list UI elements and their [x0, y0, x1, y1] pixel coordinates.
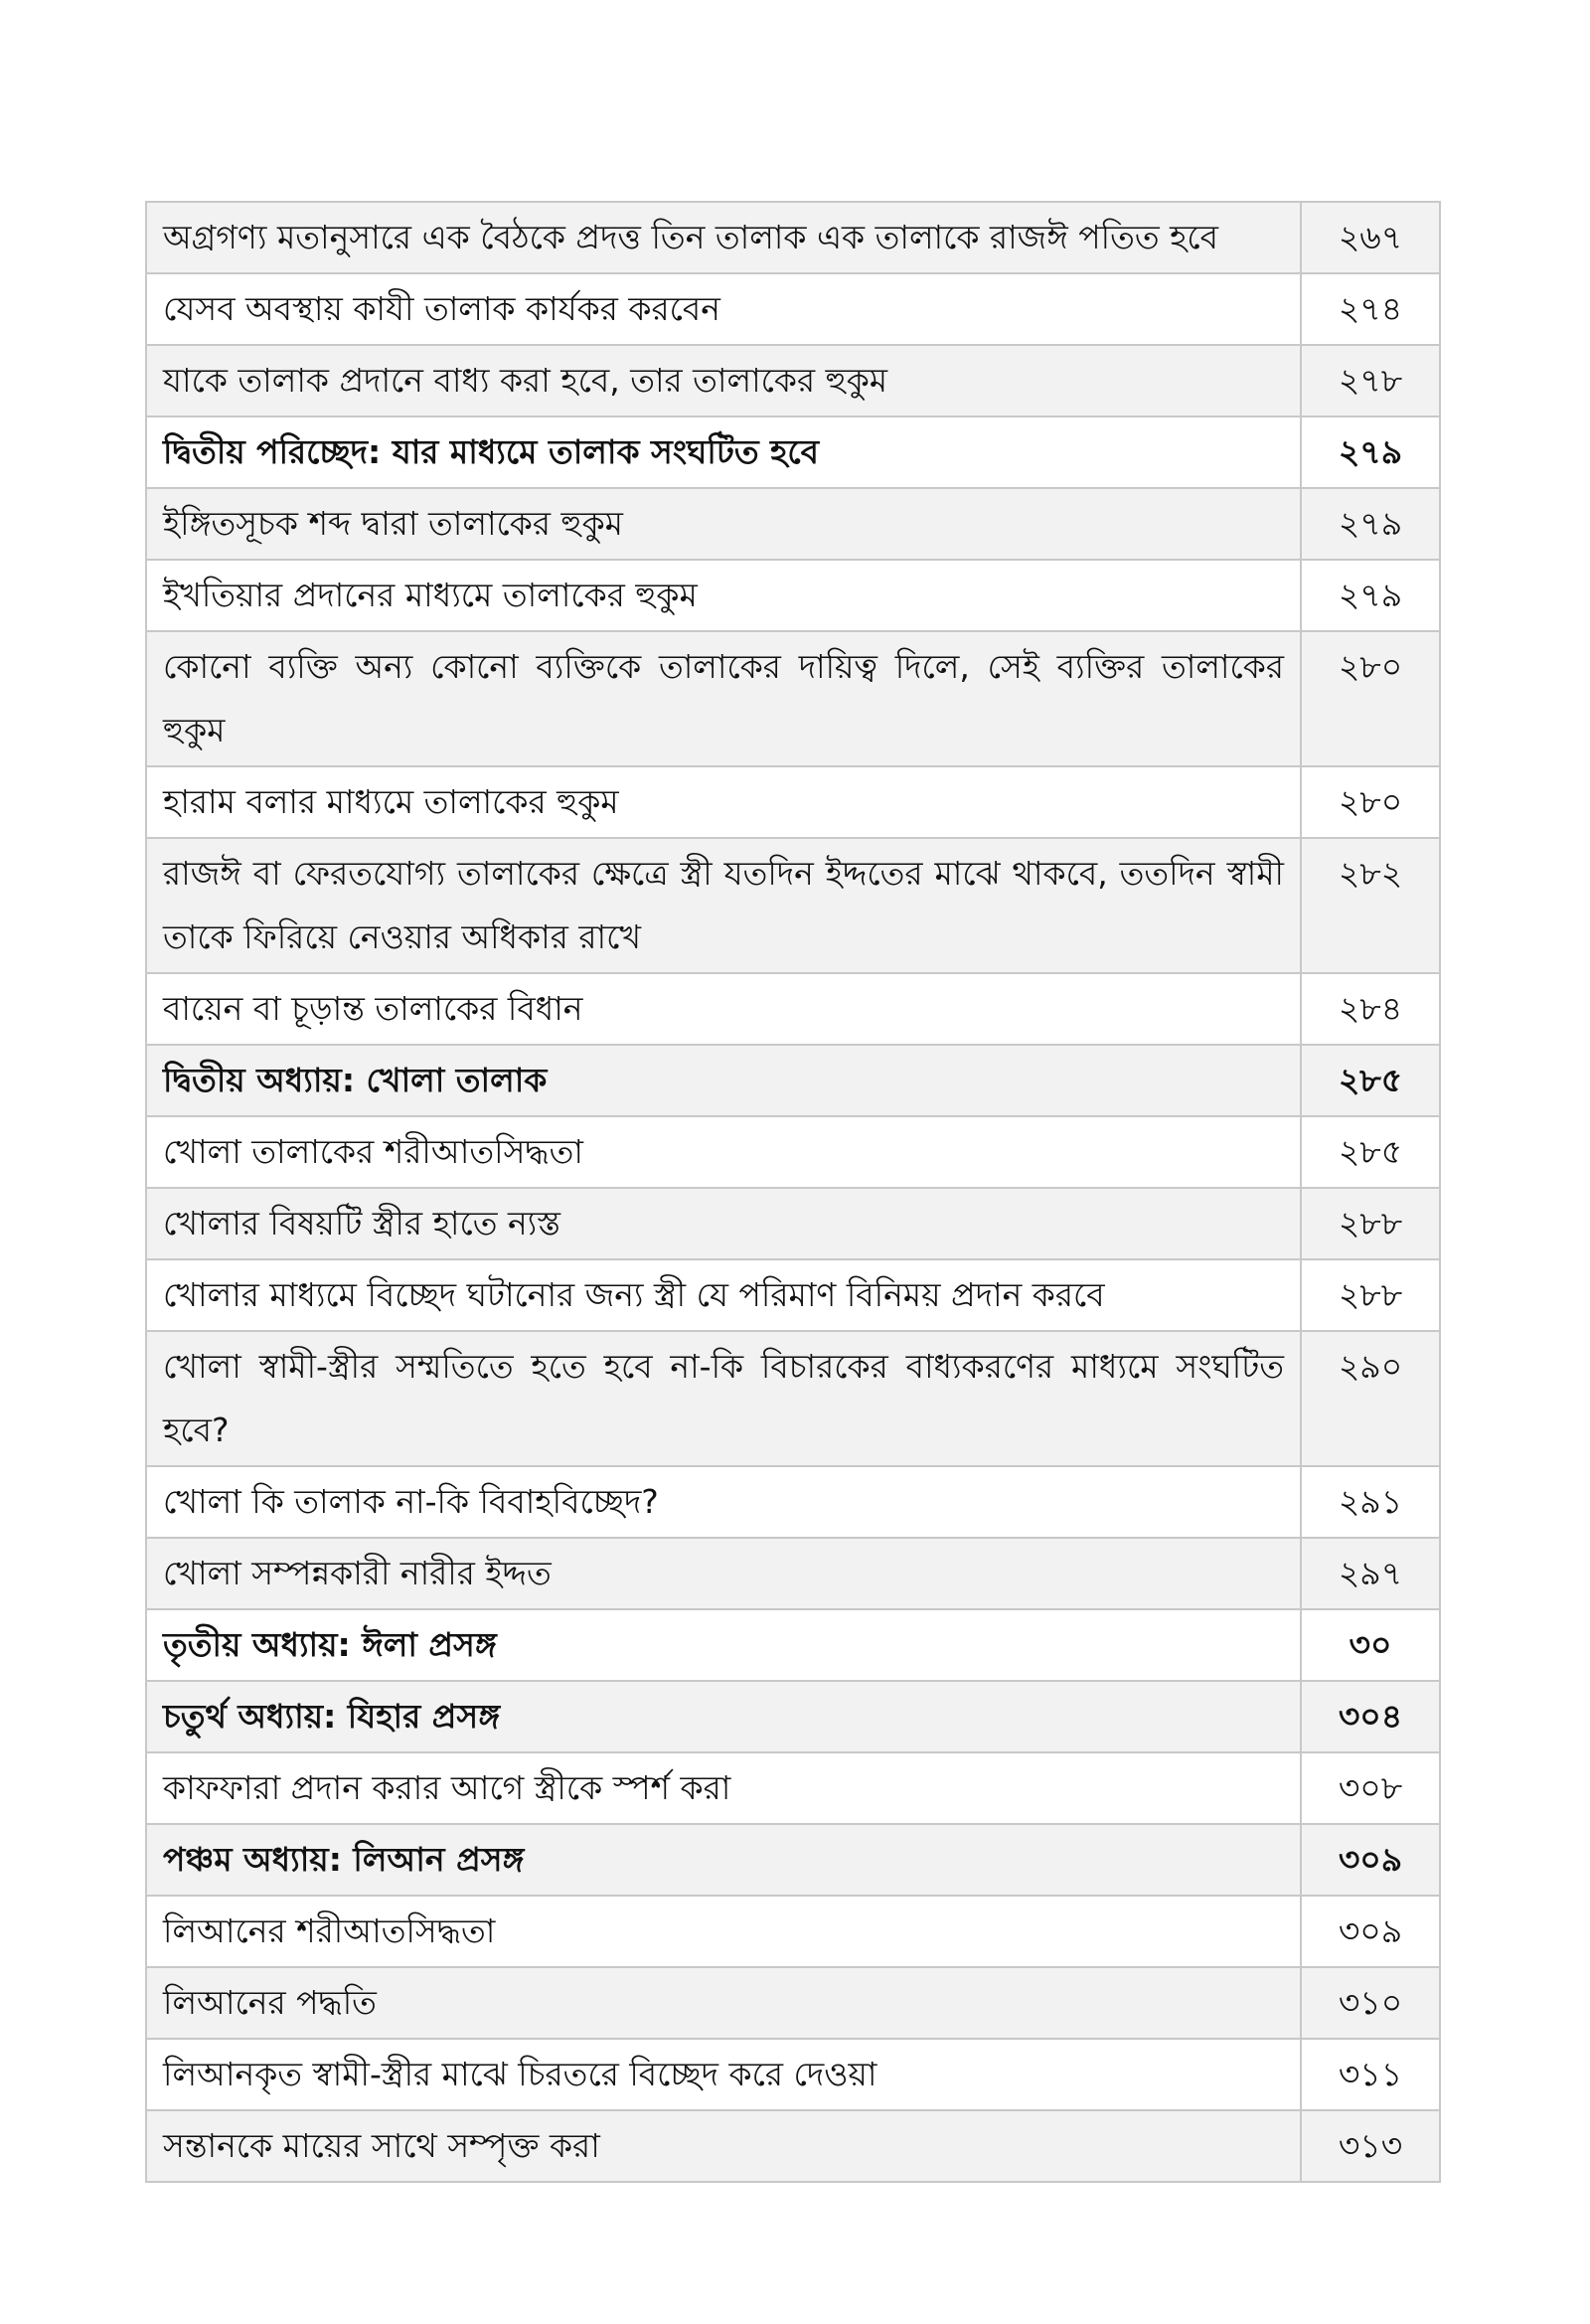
toc-entry-title: দ্বিতীয় অধ্যায়: খোলা তালাক: [146, 1045, 1301, 1116]
toc-entry-title: তৃতীয় অধ্যায়: ঈলা প্রসঙ্গ: [146, 1609, 1301, 1681]
toc-row: [146, 838, 1440, 973]
toc-entry-title: দ্বিতীয় পরিচ্ছেদ: যার মাধ্যমে তালাক সংঘটিত হবে: [146, 416, 1301, 488]
toc-page-number: ২৭৪: [1301, 273, 1440, 345]
toc-entry-title: খোলার বিষয়টি স্ত্রীর হাতে ন্যস্ত: [146, 1188, 1301, 1259]
toc-entry-title: কোনো ব্যক্তি অন্য কোনো ব্যক্তিকে তালাকের দায়িত্ব দিলে, সেই ব্যক্তির তালাকের হুকুম: [146, 631, 1301, 766]
toc-entry-title: খোলা তালাকের শরীআতসিদ্ধতা: [146, 1116, 1301, 1188]
toc-page-number: ৩০: [1301, 1609, 1440, 1681]
toc-page-number: ২৯০: [1301, 1331, 1440, 1466]
toc-page-number: ২৯৭: [1301, 1538, 1440, 1609]
toc-section-heading-row: [146, 1045, 1440, 1116]
toc-body: [146, 202, 1440, 2182]
toc-entry-title: যাকে তালাক প্রদানে বাধ্য করা হবে, তার তালাকের হুকুম: [146, 345, 1301, 416]
toc-section-heading-row: [146, 1824, 1440, 1896]
toc-entry-title: রাজঈ বা ফেরতযোগ্য তালাকের ক্ষেত্রে স্ত্রী যতদিন ইদ্দতের মাঝে থাকবে, ততদিন স্বামী তাকে ফিরিয়ে নেওয়ার অধিকার রাখে: [146, 838, 1301, 973]
toc-page-number: ২৯১: [1301, 1466, 1440, 1538]
toc-entry-title: লিআনের শরীআতসিদ্ধতা: [146, 1896, 1301, 1967]
toc-entry-title: খোলা স্বামী-স্ত্রীর সম্মতিতে হতে হবে না-কি বিচারকের বাধ্যকরণের মাধ্যমে সংঘটিত হবে?: [146, 1331, 1301, 1466]
table-of-contents: [145, 201, 1441, 2183]
toc-entry-title: হারাম বলার মাধ্যমে তালাকের হুকুম: [146, 766, 1301, 838]
toc-page-number: ২৬৭: [1301, 202, 1440, 273]
toc-entry-title: যেসব অবস্থায় কাযী তালাক কার্যকর করবেন: [146, 273, 1301, 345]
toc-page-number: ২৭৯: [1301, 488, 1440, 560]
toc-row: [146, 273, 1440, 345]
toc-entry-title: খোলা কি তালাক না-কি বিবাহবিচ্ছেদ?: [146, 1466, 1301, 1538]
toc-entry-title: অগ্রগণ্য মতানুসারে এক বৈঠকে প্রদত্ত তিন তালাক এক তালাকে রাজঈ পতিত হবে: [146, 202, 1301, 273]
toc-row: [146, 1967, 1440, 2039]
toc-page-number: ২৮৮: [1301, 1259, 1440, 1331]
toc-page-number: ২৭৯: [1301, 416, 1440, 488]
toc-row: [146, 1259, 1440, 1331]
toc-row: [146, 973, 1440, 1045]
toc-row: [146, 1331, 1440, 1466]
toc-row: [146, 1188, 1440, 1259]
toc-row: [146, 2110, 1440, 2182]
toc-row: [146, 488, 1440, 560]
toc-page-number: ৩০৯: [1301, 1824, 1440, 1896]
toc-page-number: ২৮০: [1301, 766, 1440, 838]
toc-page-number: ৩০৪: [1301, 1681, 1440, 1752]
toc-entry-title: পঞ্চম অধ্যায়: লিআন প্রসঙ্গ: [146, 1824, 1301, 1896]
toc-page-number: ২৮২: [1301, 838, 1440, 973]
toc-row: [146, 1752, 1440, 1824]
toc-row: [146, 560, 1440, 631]
toc-page-number: ৩০৯: [1301, 1896, 1440, 1967]
toc-row: [146, 631, 1440, 766]
toc-row: [146, 1896, 1440, 1967]
toc-page-number: ৩১৩: [1301, 2110, 1440, 2182]
toc-row: [146, 766, 1440, 838]
toc-row: [146, 2039, 1440, 2110]
toc-page-number: ২৭৮: [1301, 345, 1440, 416]
toc-entry-title: খোলা সম্পন্নকারী নারীর ইদ্দত: [146, 1538, 1301, 1609]
toc-section-heading-row: [146, 416, 1440, 488]
toc-page-number: ২৮৫: [1301, 1045, 1440, 1116]
toc-row: [146, 345, 1440, 416]
toc-entry-title: খোলার মাধ্যমে বিচ্ছেদ ঘটানোর জন্য স্ত্রী যে পরিমাণ বিনিময় প্রদান করবে: [146, 1259, 1301, 1331]
toc-page-number: ৩১০: [1301, 1967, 1440, 2039]
toc-entry-title: লিআনকৃত স্বামী-স্ত্রীর মাঝে চিরতরে বিচ্ছেদ করে দেওয়া: [146, 2039, 1301, 2110]
toc-page-number: ২৮৮: [1301, 1188, 1440, 1259]
toc-entry-title: কাফফারা প্রদান করার আগে স্ত্রীকে স্পর্শ করা: [146, 1752, 1301, 1824]
toc-section-heading-row: [146, 1609, 1440, 1681]
toc-row: [146, 1466, 1440, 1538]
toc-page-number: ২৮৫: [1301, 1116, 1440, 1188]
toc-row: [146, 1538, 1440, 1609]
toc-row: [146, 1116, 1440, 1188]
toc-page-number: ৩১১: [1301, 2039, 1440, 2110]
toc-entry-title: সন্তানকে মায়ের সাথে সম্পৃক্ত করা: [146, 2110, 1301, 2182]
toc-entry-title: ইঙ্গিতসূচক শব্দ দ্বারা তালাকের হুকুম: [146, 488, 1301, 560]
toc-section-heading-row: [146, 1681, 1440, 1752]
toc-page-number: ২৭৯: [1301, 560, 1440, 631]
toc-row: [146, 202, 1440, 273]
toc-page-number: ৩০৮: [1301, 1752, 1440, 1824]
toc-entry-title: লিআনের পদ্ধতি: [146, 1967, 1301, 2039]
toc-entry-title: চতুর্থ অধ্যায়: যিহার প্রসঙ্গ: [146, 1681, 1301, 1752]
toc-entry-title: বায়েন বা চূড়ান্ত তালাকের বিধান: [146, 973, 1301, 1045]
toc-page-number: ২৮০: [1301, 631, 1440, 766]
toc-page-number: ২৮৪: [1301, 973, 1440, 1045]
toc-entry-title: ইখতিয়ার প্রদানের মাধ্যমে তালাকের হুকুম: [146, 560, 1301, 631]
